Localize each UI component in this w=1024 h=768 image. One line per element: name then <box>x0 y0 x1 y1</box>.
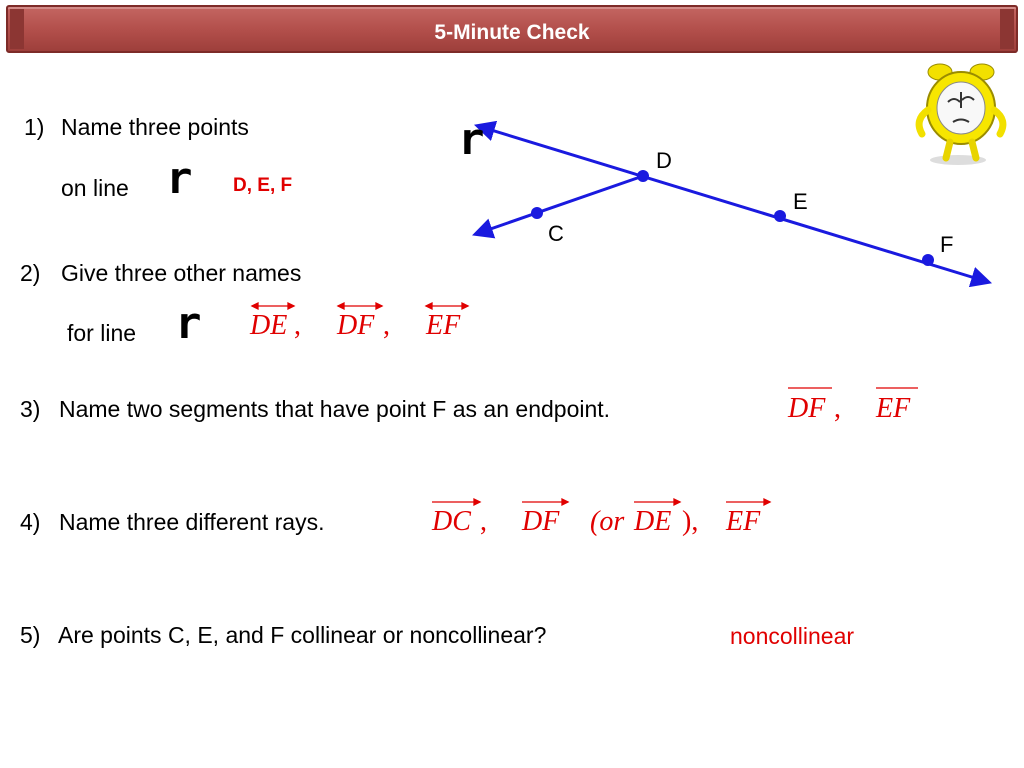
page-title: 5-Minute Check <box>434 21 590 44</box>
q4-or-text: (or <box>590 506 625 537</box>
q2-comma-2: , <box>383 310 390 341</box>
q3-comma: , <box>834 393 841 424</box>
point-e <box>774 210 786 222</box>
q4-number: 4) <box>20 509 41 535</box>
point-label-c: C <box>548 221 564 246</box>
alarm-clock-icon <box>919 64 1003 165</box>
q4-text: Name three different rays. <box>59 509 325 535</box>
point-label-f: F <box>940 232 954 257</box>
q2-text-line2: for line <box>67 320 137 346</box>
q4-answer-de: DE <box>634 506 672 537</box>
q1-answer: D, E, F <box>233 175 293 196</box>
q5-answer: noncollinear <box>730 623 855 649</box>
line-r <box>478 126 988 282</box>
q1-text: Name three points <box>61 114 249 140</box>
q4-close-paren: ), <box>682 506 699 537</box>
q1-text-line2: on line <box>61 175 129 201</box>
q3-number: 3) <box>20 396 41 422</box>
q2-number: 2) <box>20 260 41 286</box>
q2-comma-1: , <box>294 310 301 341</box>
q2-text: Give three other names <box>61 260 302 286</box>
q2-ray-overlines <box>252 303 468 309</box>
point-d <box>637 170 649 182</box>
q1-number: 1) <box>24 114 45 140</box>
q5-text: Are points C, E, and F collinear or noncollinear? <box>58 622 547 648</box>
diagram-line-label: r <box>458 114 485 165</box>
point-label-e: E <box>793 189 808 214</box>
q4-answer-df: DF <box>522 506 560 537</box>
q5-number: 5) <box>20 622 41 648</box>
point-label-d: D <box>656 148 672 173</box>
q1-line-r: r <box>166 153 193 204</box>
q2-answer-de: DE <box>250 310 288 341</box>
q4-ray-overlines <box>432 499 770 505</box>
q3-answer-df: DF <box>788 393 826 424</box>
q2-line-r: r <box>175 298 202 349</box>
point-f <box>922 254 934 266</box>
q2-answer-df: DF <box>337 310 375 341</box>
q4-answer-ef: EF <box>726 506 761 537</box>
point-c <box>531 207 543 219</box>
q4-comma-1: , <box>480 506 487 537</box>
q3-text: Name two segments that have point F as an endpoint. <box>59 396 611 422</box>
q3-answer-ef: EF <box>876 393 911 424</box>
q4-answer-dc: DC <box>432 506 471 537</box>
q2-answer-ef: EF <box>426 310 461 341</box>
